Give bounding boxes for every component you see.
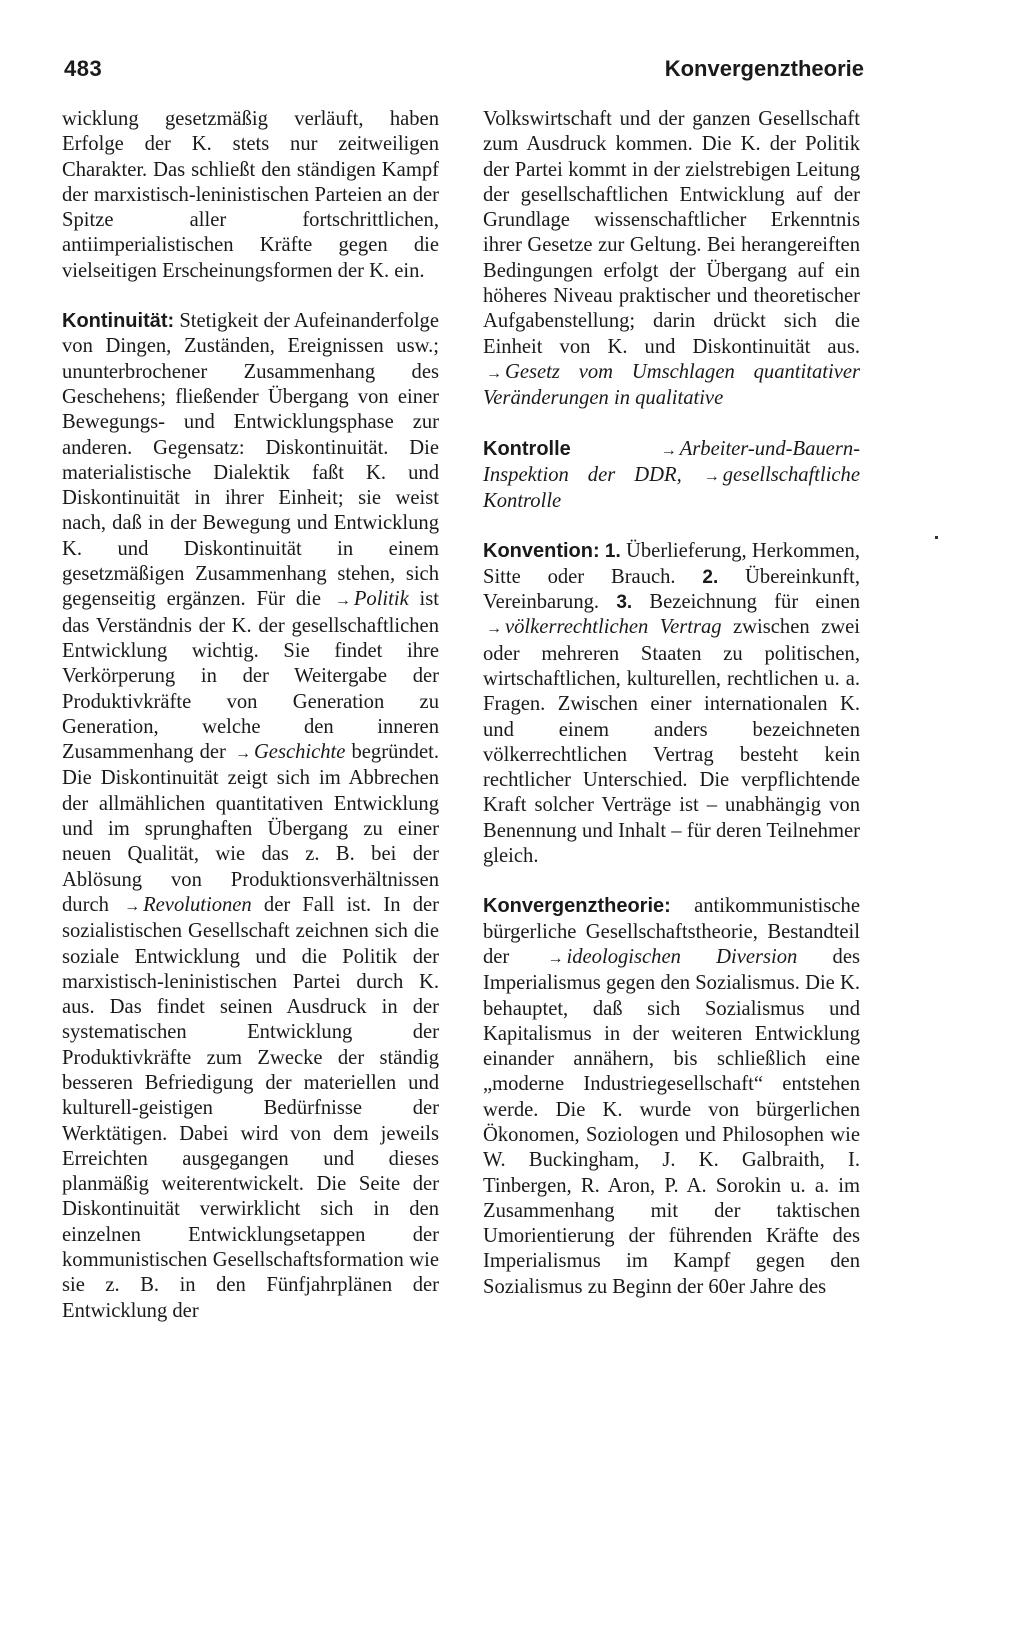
cross-reference-link[interactable]: völkerrechtlichen Vertrag: [505, 616, 722, 639]
cross-reference-link[interactable]: Geschichte: [253, 741, 346, 764]
cross-reference-link[interactable]: Politik: [353, 588, 409, 611]
cross-reference-link[interactable]: gesellschaftliche Kontrolle: [483, 463, 860, 513]
cross-reference-link[interactable]: ideologischen Diversion: [566, 945, 798, 968]
entry-text: Stetigkeit der Aufeinanderfolge von Dingen, Zuständen, Ereignissen usw.; ununterbrochener Zusammenhang des Geschehens; fließender Übergang von einer Bewegungs- und Entwicklungsphase zur anderen. Gegensatz: Diskontinuität. Die materialistische Dialektik faßt K. und Diskontinuität in ihrer Einheit; sie weist nach, daß in der Bewegung und Entwicklung K. und Diskontinuität in einem gesetzmäßigen Zusammenhang stehen, sich gegenseitig ergänzen. Für die: [62, 310, 439, 611]
sense-number: 2.: [702, 566, 719, 588]
cross-reference-arrow-icon: →: [486, 364, 502, 382]
page-number: 483: [64, 56, 103, 81]
entry-konvention: [483, 539, 860, 869]
entry-term: Konvention:: [483, 540, 600, 563]
entry-term: Konvergenztheorie:: [483, 895, 671, 918]
cross-reference-arrow-icon: →: [234, 745, 251, 763]
entry-text: begründet. Die Diskontinuität zeigt sich im Abbrechen der allmählichen quantitativen Entwicklung und im sprunghaften Übergang zu einer neuen Qualität, wie das z. B. bei der Ablösung von Produktionsverhältnissen durch: [62, 741, 439, 916]
entry-text: des Imperialismus gegen den Sozialismus. Die K. behauptet, daß sich Sozialismus und Kapitalismus in der weiteren Entwicklung einander annähern, bis schließlich eine „moderne Industriegesellschaft“ entstehen werde. Die K. wurde von bürgerlichen Ökonomen, Soziologen und Philosophen wie W. Buckingham, J. K. Galbraith, I. Tinbergen, R. Aron, P. A. Sorokin u. a. im Zusammenhang mit der taktischen Umorientierung der führenden Kräfte des Imperialismus im Kampf gegen den Sozialismus zu Beginn der 60er Jahre des: [483, 945, 860, 1298]
cross-reference-arrow-icon: →: [703, 467, 720, 485]
cross-reference-arrow-icon: →: [660, 441, 677, 459]
entry-term: Kontrolle: [483, 437, 571, 460]
entry-text: Übereinkunft, Vereinbarung.: [483, 565, 860, 614]
cross-reference-arrow-icon: →: [486, 620, 502, 638]
running-header: Konvergenztheorie: [664, 56, 864, 81]
entry-text: Überlieferung, Herkommen, Sitte oder Brauch.: [483, 540, 860, 588]
cross-reference-link[interactable]: Arbeiter-und-Bauern-Inspektion der DDR,: [483, 437, 860, 486]
entry-text: antikommunistische bürgerliche Gesellschaftstheorie, Bestandteil der: [483, 895, 860, 968]
continued-entry-text: [483, 107, 860, 412]
cross-reference-arrow-icon: →: [547, 949, 564, 967]
margin-mark: [935, 536, 938, 539]
left-column: [62, 107, 439, 1324]
right-column: [483, 107, 860, 1300]
cross-reference-link[interactable]: Revolutionen: [143, 893, 252, 916]
entry-term: Kontinuität:: [62, 310, 175, 333]
entry-text: Bezeichnung für einen: [632, 591, 861, 614]
cross-reference-link[interactable]: Gesetz vom Umschlagen quantitativer Veränderungen in qualitative: [483, 360, 860, 410]
sense-number: 1.: [604, 541, 621, 563]
sense-number: 3.: [616, 592, 633, 614]
entry-konvergenztheorie: [483, 894, 860, 1300]
entry-kontinuitaet: [62, 309, 439, 1324]
cross-reference-arrow-icon: →: [334, 592, 351, 610]
cross-reference-arrow-icon: →: [124, 897, 141, 915]
entry-kontrolle: [483, 437, 860, 515]
entry-text: ist das Verständnis der K. der gesellschaftlichen Entwicklung wichtig. Sie findet ihre Verkörperung in der Weitergabe der Produktivkräfte von Generation zu Generation, welche den inneren Zusammenhang der: [62, 588, 439, 764]
entry-text: zwischen zwei oder mehreren Staaten zu politischen, wirtschaftlichen, kulturellen, rechtlichen u. a. Fragen. Zwischen einer internationalen K. und einem anders bezeichneten völkerrechtlichen Vertrag besteht kein rechtlicher Unterschied. Die verpflichtende Kraft solcher Verträge ist – unabhängig von Benennung und Inhalt – für deren Teilnehmer gleich.: [483, 616, 860, 868]
entry-text: Volkswirtschaft und der ganzen Gesellschaft zum Ausdruck kommen. Die K. der Politik der Partei kommt in der zielstrebigen Leitung der gesellschaftlichen Entwicklung auf der Grundlage wissenschaftlicher Erkenntnis ihrer Gesetze zur Geltung. Bei herangereiften Bedingungen erfolgt der Übergang auf ein höheres Niveau praktischer und theoretischer Aufgabenstellung; darin drückt sich die Einheit von K. und Diskontinuität aus.: [483, 108, 860, 358]
entry-text: der Fall ist. In der sozialistischen Gesellschaft zeichnen sich die soziale Entwicklung und die Politik der marxistisch-leninistischen Partei durch K. aus. Das findet seinen Ausdruck in der systematischen Entwicklung der Produktivkräfte zum Zwecke der ständig besseren Befriedigung der materiellen und kulturell-geistigen Bedürfnisse der Werktätigen. Dabei wird von dem jeweils Erreichten ausgegangen und dieses planmäßig weiterentwickelt. Die Seite der Diskontinuität verwirklicht sich in den einzelnen Entwicklungsetappen der kommunistischen Gesellschaftsformation wie sie z. B. in den Fünfjahrplänen der Entwicklung der: [62, 893, 439, 1322]
continued-entry-text: wicklung gesetzmäßig verläuft, haben Erfolge der K. stets nur zeitweiligen Charakter. Das schließt den ständigen Kampf der marxistisch-leninistischen Parteien an der Spitze aller fortschrittlichen, antiimperialistischen Kräfte gegen die vielseitigen Erscheinungsformen der K. ein.: [62, 108, 439, 282]
